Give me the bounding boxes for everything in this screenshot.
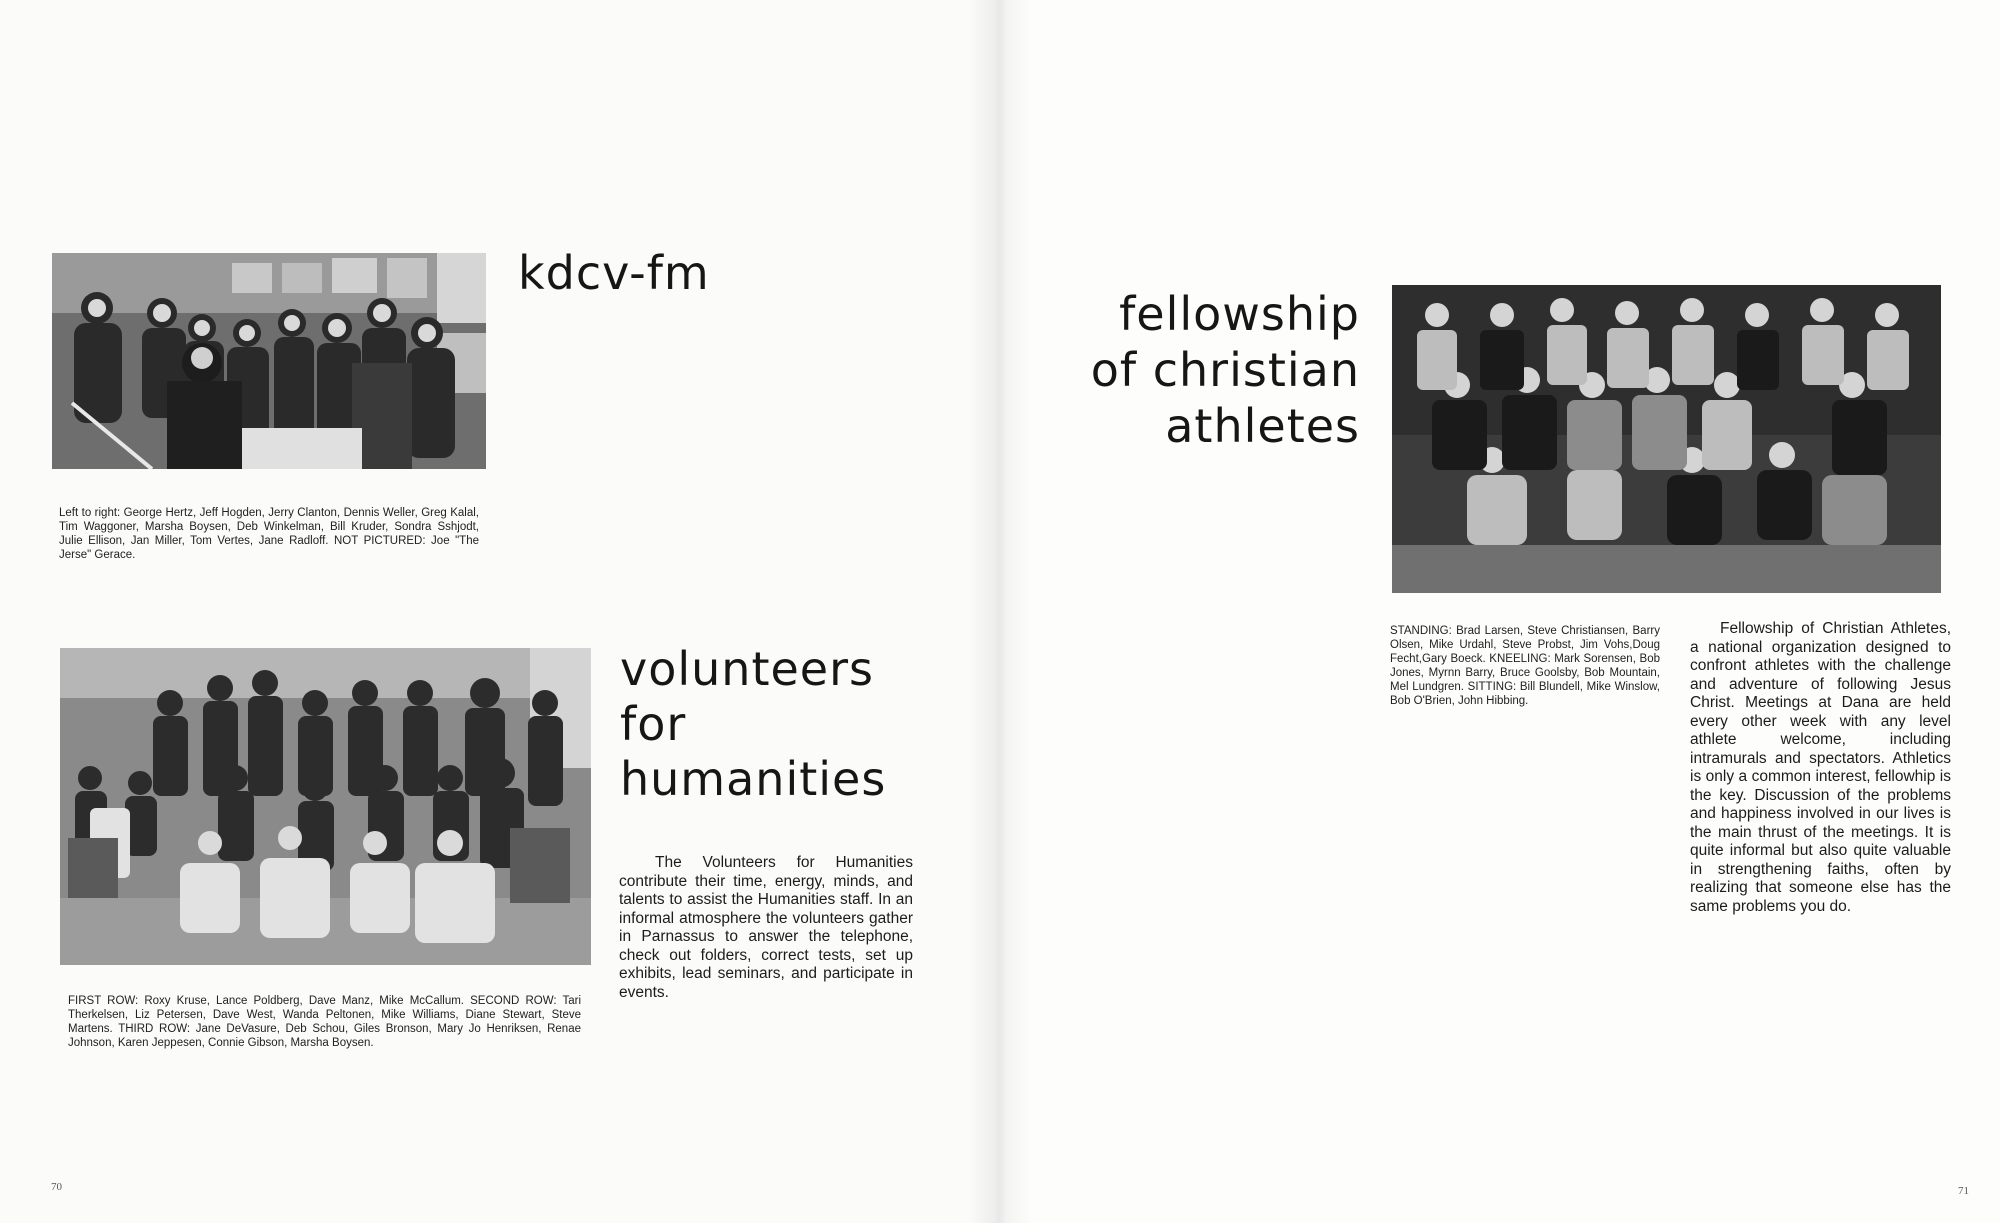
fca-title-line-1: fellowship: [1119, 287, 1360, 341]
kdcv-caption: Left to right: George Hertz, Jeff Hogden, Jerry Clanton, Dennis Weller, Greg Kalal, Tim Waggoner, Marsha Boysen, Deb Winkelman, Bill Kruder, Sondra Sshjodt, Julie Ellison, Jan Miller, Tom Vertes, Jane Radloff. NOT PICTURED: Joe "The Jerse" Gerace.: [59, 507, 479, 561]
volunteers-title-line-3: humanities: [620, 752, 887, 806]
fca-title: [1091, 286, 1360, 454]
book-gutter: [968, 0, 1032, 1223]
volunteers-title-line-2: for: [620, 697, 687, 751]
fca-group-photo: [1392, 285, 1941, 593]
fca-caption: STANDING: Brad Larsen, Steve Christiansen, Barry Olsen, Mike Urdahl, Steve Probst, Jim Vohs,Doug Fecht,Gary Boeck. KNEELING: Mark Sorensen, Bob Jones, Myrnn Barry, Bruce Goolsby, Bob Mountain, Mel Lundgren. SITTING: Bill Blundell, Mike Winslow, Bob O'Brien, John Hibbing.: [1390, 625, 1660, 707]
volunteers-group-photo: [60, 648, 591, 965]
right-page: [1000, 0, 2000, 1223]
left-page-number: 70: [51, 1181, 62, 1193]
fca-title-line-2: of christian: [1090, 343, 1360, 397]
volunteers-title-line-1: volunteers: [620, 642, 874, 696]
kdcv-title: kdcv-fm: [518, 246, 710, 300]
volunteers-title: [620, 642, 886, 807]
kdcv-group-photo: [52, 253, 486, 469]
volunteers-body: The Volunteers for Humanities contribute their time, energy, minds, and talents to assist the Humanities staff. In an informal atmosphere the volunteers gather in Parnassus to answer the telephone, check out folders, correct tests, set up exhibits, lead seminars, and participate in events.: [619, 854, 913, 1001]
volunteers-caption: FIRST ROW: Roxy Kruse, Lance Poldberg, Dave Manz, Mike McCallum. SECOND ROW: Tari Therkelsen, Liz Petersen, Dave West, Wanda Peltonen, Mike Williams, Diane Stewart, Steve Martens. THIRD ROW: Jane DeVasure, Deb Schou, Giles Bronson, Mary Jo Henriksen, Renae Johnson, Karen Jeppesen, Connie Gibson, Marsha Boysen.: [68, 995, 581, 1049]
fca-body: Fellowship of Christian Athletes, a national organization designed to confront athletes with the challenge and adventure of following Jesus Christ. Meetings at Dana are held every other week with any level athlete welcome, including intramurals and spectators. Athletics is only a common interest, fellowhip is the key. Discussion of the problems and happiness involved in our lives is the main thrust of the meetings. It is quite informal but also quite valuable in strengthening faiths, often by realizing that someone else has the same problems you do.: [1690, 620, 1951, 915]
right-page-number: 71: [1958, 1185, 1969, 1197]
fca-title-line-3: athletes: [1165, 399, 1360, 453]
